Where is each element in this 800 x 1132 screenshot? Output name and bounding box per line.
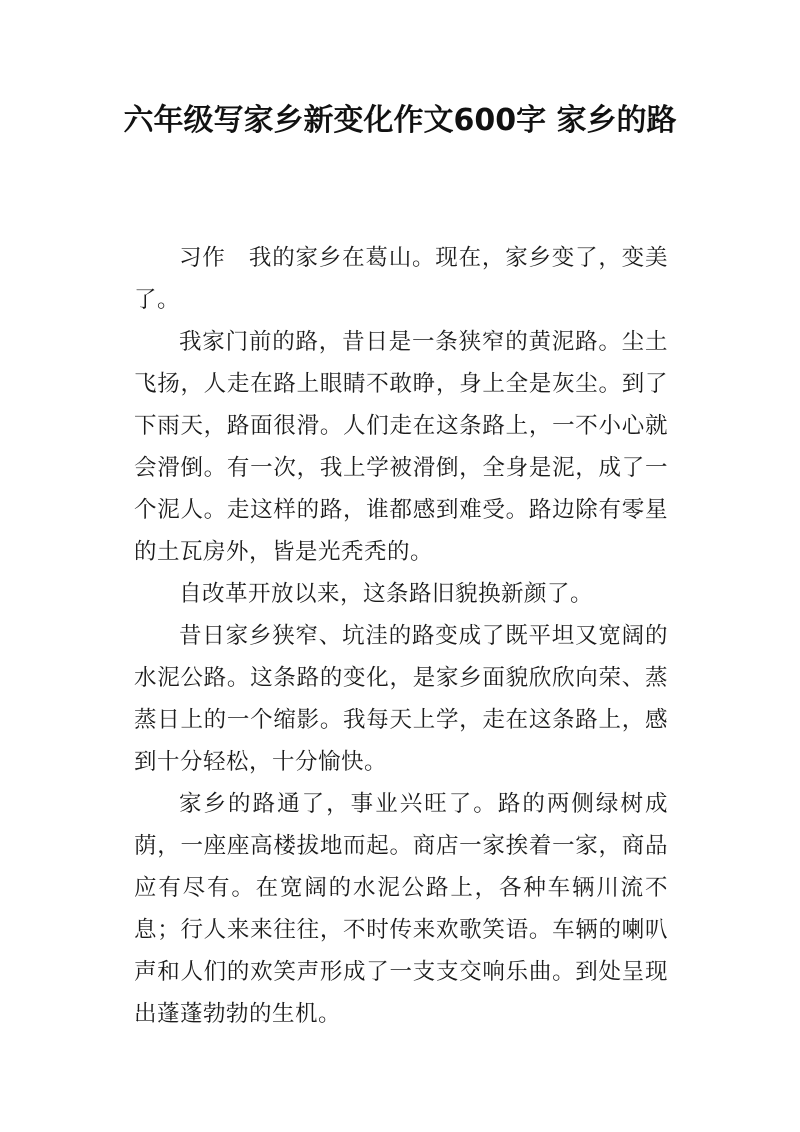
paragraph-reform: 自改革开放以来，这条路旧貌换新颜了。 [179,581,594,607]
paragraph-new-road: 昔日家乡狭窄、坑洼的路变成了既平坦又宽阔的水泥公路。这条路的变化，是家乡面貌欣欣向荣、蒸蒸日上的一个缩影。我每天上学，走在这条路上，感到十分轻松，十分愉快。 [134,623,668,775]
paragraph-old-road: 我家门前的路，昔日是一条狭窄的黄泥路。尘土飞扬，人走在路上眼睛不敢睁，身上全是灰尘。到了下雨天，路面很滑。人们走在这条路上，一不小心就会滑倒。有一次，我上学被滑倒，全身是泥，成了一个泥人。走这样的路，谁都感到难受。路边除有零星的土瓦房外，皆是光秃秃的。 [134,329,668,565]
paragraph-prosperity: 家乡的路通了，事业兴旺了。路的两侧绿树成荫，一座座高楼拔地而起。商店一家挨着一家，商品应有尽有。在宽阔的水泥公路上，各种车辆川流不息；行人来来往往，不时传来欢歌笑语。车辆的喇叭声和人们的欢笑声形成了一支支交响乐曲。到处呈现出蓬蓬勃勃的生机。 [134,791,668,1027]
paragraph-intro: 习作 我的家乡在葛山。现在，家乡变了，变美了。 [134,245,668,313]
document-body [134,237,668,1035]
document-title: 六年级写家乡新变化作文600字 家乡的路 [123,103,677,138]
